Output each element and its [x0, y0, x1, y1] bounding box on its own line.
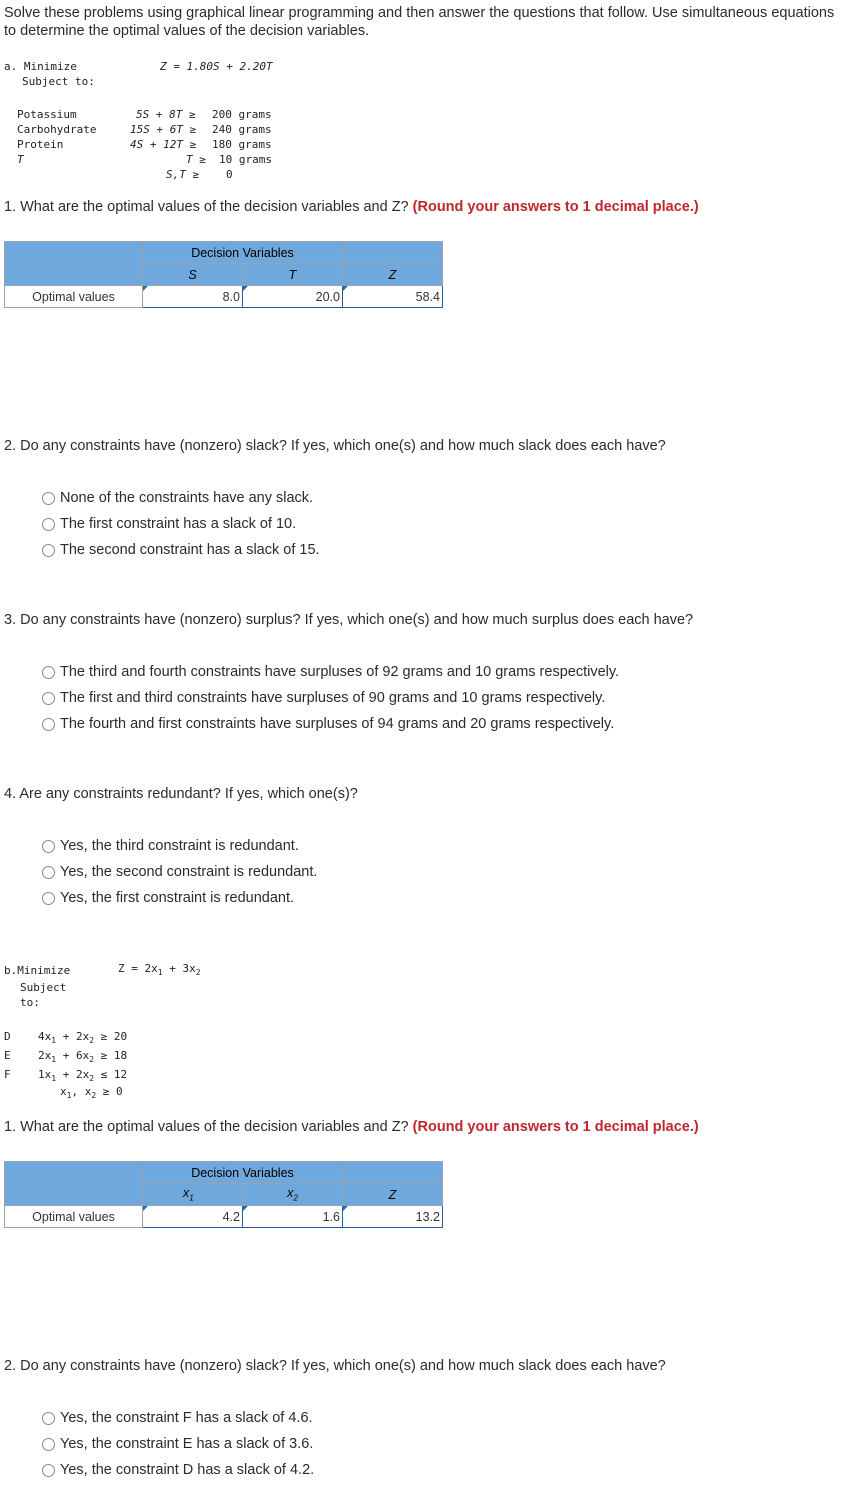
q2-option-3[interactable]: The second constraint has a slack of 15. [42, 542, 320, 558]
constraint-name-potassium: Potassium [17, 108, 77, 121]
part-a-subject-to: Subject to: [22, 75, 95, 88]
q4-option-3[interactable]: Yes, the first constraint is redundant. [42, 890, 294, 906]
answer-z-input[interactable]: 58.4 [343, 286, 443, 308]
constraint-rhs-3: 180 grams [212, 138, 272, 151]
part-b-label: b.Minimize [4, 964, 71, 977]
radio-icon[interactable] [42, 1464, 55, 1477]
part-b-to: to: [20, 996, 40, 1009]
optimal-values-row-label: Optimal values [5, 1206, 143, 1228]
q3-option-3[interactable]: The fourth and first constraints have surpluses of 94 grams and 20 grams respectively. [42, 716, 614, 732]
part-b-answer-table [4, 1161, 443, 1228]
part-b-question-2: 2. Do any constraints have (nonzero) slack? If yes, which one(s) and how much slack does each have? [4, 1358, 666, 1374]
q4-option-2[interactable]: Yes, the second constraint is redundant. [42, 864, 317, 880]
table-corner [5, 1162, 143, 1206]
constraint-name-protein: Protein [17, 138, 64, 151]
q2-option-2[interactable]: The first constraint has a slack of 10. [42, 516, 296, 532]
q3-option-2[interactable]: The first and third constraints have surpluses of 90 grams and 10 grams respectively. [42, 690, 605, 706]
column-s-header: S [143, 264, 243, 286]
answer-x2-input[interactable]: 1.6 [243, 1206, 343, 1228]
constraint-expr-1: 5S + 8T ≥ [136, 108, 196, 121]
radio-icon[interactable] [42, 718, 55, 731]
table-corner [5, 242, 143, 286]
radio-icon[interactable] [42, 840, 55, 853]
constraint-f-expr: $1x_1 + 2x_2 \le 12$ [38, 1068, 128, 1084]
q4-option-1[interactable]: Yes, the third constraint is redundant. [42, 838, 299, 854]
part-a-question-2: 2. Do any constraints have (nonzero) slack? If yes, which one(s) and how much slack does each have? [4, 438, 666, 454]
q3-option-1[interactable]: The third and fourth constraints have surpluses of 92 grams and 10 grams respectively. [42, 664, 619, 680]
constraint-name-e: E [4, 1049, 11, 1062]
column-x2-header: $x_2$ [243, 1184, 343, 1206]
b-q2-option-3[interactable]: Yes, the constraint D has a slack of 4.2. [42, 1462, 314, 1478]
q2-option-1[interactable]: None of the constraints have any slack. [42, 490, 313, 506]
b-q2-option-2[interactable]: Yes, the constraint E has a slack of 3.6. [42, 1436, 313, 1452]
constraint-name-t: T [17, 153, 24, 166]
radio-icon[interactable] [42, 866, 55, 879]
b-q2-option-1[interactable]: Yes, the constraint F has a slack of 4.6. [42, 1410, 313, 1426]
constraint-expr-2: 15S + 6T ≥ [130, 123, 197, 136]
decision-variables-header: Decision Variables [143, 242, 343, 264]
constraint-rhs-5: 0 [226, 168, 233, 181]
part-a-question-3: 3. Do any constraints have (nonzero) surplus? If yes, which one(s) and how much surplus does each have? [4, 612, 694, 628]
radio-icon[interactable] [42, 492, 55, 505]
column-z-header: Z [343, 264, 443, 286]
column-t-header: T [243, 264, 343, 286]
constraint-name-d: D [4, 1030, 11, 1043]
optimal-values-row-label: Optimal values [5, 286, 143, 308]
nonnegativity-constraint: $x_1$, $x_2 \ge 0$ [60, 1085, 123, 1101]
constraint-name-carbohydrate: Carbohydrate [17, 123, 97, 136]
part-a-question-4: 4. Are any constraints redundant? If yes, which one(s)? [4, 786, 358, 802]
part-b-subject: Subject [20, 981, 67, 994]
radio-icon[interactable] [42, 544, 55, 557]
radio-icon[interactable] [42, 1412, 55, 1425]
answer-x1-input[interactable]: 4.2 [143, 1206, 243, 1228]
radio-icon[interactable] [42, 692, 55, 705]
column-x1-header: $x_1$ [143, 1184, 243, 1206]
part-a-question-1: 1. What are the optimal values of the decision variables and Z? (Round your answers to 1 decimal place.) [4, 199, 699, 215]
table-header-blank [343, 1162, 443, 1184]
column-z-header: Z [343, 1184, 443, 1206]
problem-intro: Solve these problems using graphical linear programming and then answer the questions that follow. Use simultaneous equations to determine the optimal values of the decision variables. [4, 5, 835, 39]
decision-variables-header: Decision Variables [143, 1162, 343, 1184]
part-a-label: a. Minimize [4, 60, 77, 73]
constraint-e-expr: $2x_1 + 6x_2 \ge 18$ [38, 1049, 128, 1065]
constraint-rhs-2: 240 grams [212, 123, 272, 136]
part-a-objective: Z = 1.80S + 2.20T [160, 60, 273, 73]
constraint-d-expr: $4x_1 + 2x_2 \ge 20$ [38, 1030, 128, 1046]
constraint-expr-3: 4S + 12T ≥ [130, 138, 197, 151]
answer-t-input[interactable]: 20.0 [243, 286, 343, 308]
radio-icon[interactable] [42, 666, 55, 679]
part-b-objective: $Z = 2x_1 + 3x_2$ [118, 962, 201, 978]
answer-z-input[interactable]: 13.2 [343, 1206, 443, 1228]
radio-icon[interactable] [42, 518, 55, 531]
constraint-name-f: F [4, 1068, 11, 1081]
part-a-answer-table [4, 241, 443, 308]
constraint-expr-4: T ≥ [186, 153, 206, 166]
radio-icon[interactable] [42, 892, 55, 905]
radio-icon[interactable] [42, 1438, 55, 1451]
part-b-question-1: 1. What are the optimal values of the decision variables and Z? (Round your answers to 1 decimal place.) [4, 1119, 699, 1135]
constraint-rhs-4: 10 grams [219, 153, 272, 166]
table-header-blank [343, 242, 443, 264]
constraint-rhs-1: 200 grams [212, 108, 272, 121]
constraint-expr-5: S,T ≥ [166, 168, 200, 181]
answer-s-input[interactable]: 8.0 [143, 286, 243, 308]
